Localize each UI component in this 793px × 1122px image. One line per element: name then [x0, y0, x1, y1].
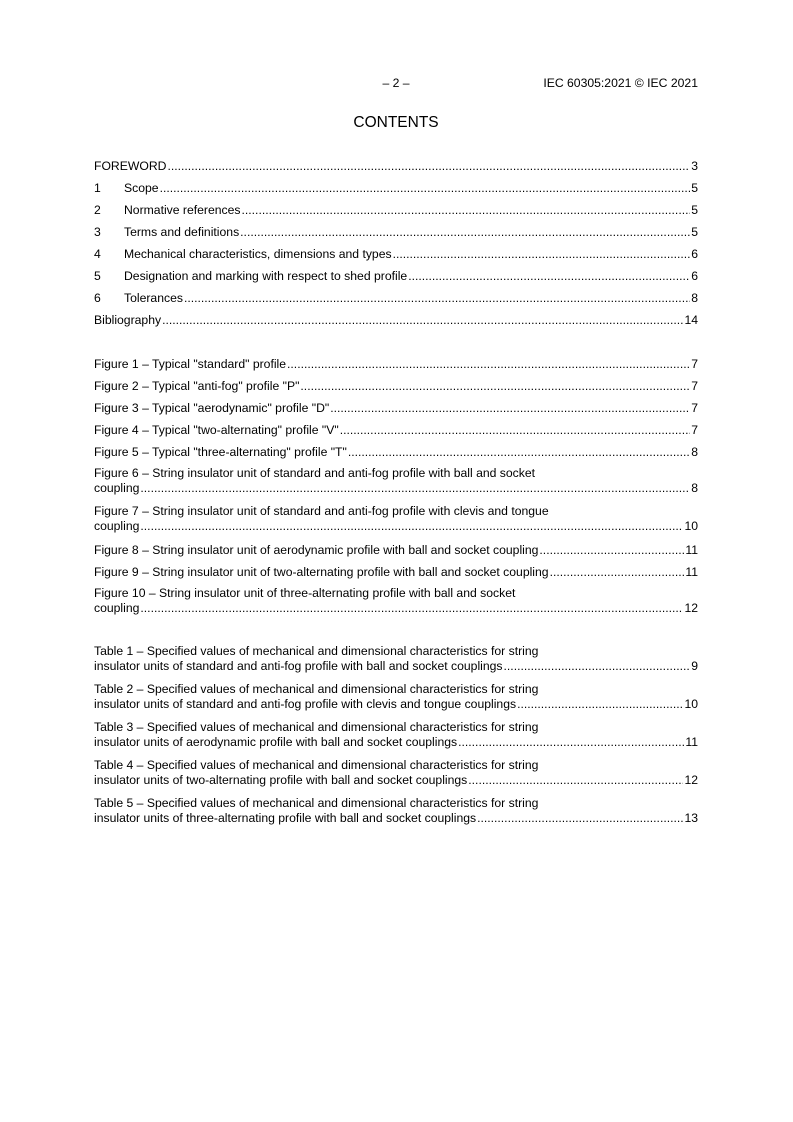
toc-entry-text: Figure 2 – Typical "anti-fog" profile "P" [94, 379, 300, 393]
toc-entry-page: 6 [691, 247, 698, 261]
dot-leader [340, 422, 691, 438]
dot-leader [348, 444, 690, 460]
dot-leader [477, 811, 683, 826]
dot-leader [408, 268, 690, 284]
toc-entry-text-line1: Table 1 – Specified values of mechanical and dimensional characteristics for string [94, 644, 539, 658]
toc-figure-entry[interactable] [94, 564, 698, 586]
toc-entry-page: 5 [691, 181, 698, 195]
toc-figure-entry[interactable] [94, 356, 698, 378]
toc-entry-text: Mechanical characteristics, dimensions and types [124, 247, 392, 261]
toc-entry-page: 5 [691, 225, 698, 239]
page-number: – 2 – [382, 76, 410, 90]
toc-entry-text: Tolerances [124, 291, 183, 305]
dot-leader [140, 601, 683, 616]
toc-entry-page: 3 [691, 159, 698, 173]
toc-entry-text: Figure 1 – Typical "standard" profile [94, 357, 287, 371]
dot-leader [160, 180, 691, 196]
dot-leader [240, 224, 690, 240]
toc-sections [94, 158, 698, 334]
toc-entry-text-line1: Table 4 – Specified values of mechanical and dimensional characteristics for string [94, 758, 539, 772]
toc-entry-page: 11 [685, 565, 698, 579]
dot-leader [140, 481, 690, 496]
toc-entry-tolerances[interactable] [94, 290, 698, 312]
toc-entry-page: 14 [684, 313, 698, 327]
toc-entry-page: 8 [691, 291, 698, 305]
toc-entry-page: 13 [684, 811, 698, 825]
toc-entry-text-line2: insulator units of three-alternating profile with ball and socket couplings [94, 811, 477, 825]
toc-entry-text-line1: Figure 10 – String insulator unit of three-alternating profile with ball and socket [94, 586, 516, 600]
dot-leader [550, 564, 685, 580]
toc-table-entry[interactable] [94, 720, 698, 758]
toc-entry-text-line2: insulator units of aerodynamic profile with ball and socket couplings [94, 735, 458, 749]
dot-leader [517, 697, 683, 712]
toc-entry-text: Scope [124, 181, 159, 195]
dot-leader [242, 202, 691, 218]
dot-leader [539, 542, 684, 558]
toc-entry-page: 12 [684, 601, 698, 615]
dot-leader [504, 659, 691, 674]
toc-figures [94, 356, 698, 624]
dot-leader [393, 246, 691, 262]
toc-entry-text-line2: insulator units of standard and anti-fog profile with clevis and tongue couplings [94, 697, 517, 711]
toc-entry-text: Terms and definitions [124, 225, 240, 239]
dot-leader [300, 378, 690, 394]
toc-entry-text-line1: Table 3 – Specified values of mechanical and dimensional characteristics for string [94, 720, 539, 734]
toc-entry-foreword[interactable] [94, 158, 698, 180]
dot-leader [468, 773, 683, 788]
toc-entry-text-line1: Figure 6 – String insulator unit of standard and anti-fog profile with ball and socket [94, 466, 536, 480]
toc-entry-page: 7 [691, 357, 698, 371]
dot-leader [330, 400, 690, 416]
toc-entry-page: 10 [684, 519, 698, 533]
toc-entry-page: 10 [684, 697, 698, 711]
toc-entry-text-line2: coupling [94, 601, 140, 615]
toc-entry-text-line2: coupling [94, 519, 140, 533]
dot-leader [184, 290, 690, 306]
section-number: 4 [94, 247, 101, 261]
toc-entry-page: 12 [684, 773, 698, 787]
toc-entry-normative-references[interactable] [94, 202, 698, 224]
toc-entry-page: 7 [691, 379, 698, 393]
toc-table-entry[interactable] [94, 796, 698, 834]
toc-entry-page: 8 [691, 481, 698, 495]
dot-leader [140, 519, 683, 534]
toc-entry-text: Bibliography [94, 313, 162, 327]
toc-figure-entry[interactable] [94, 504, 698, 542]
toc-entry-text: Figure 4 – Typical "two-alternating" profile "V" [94, 423, 339, 437]
toc-entry-page: 5 [691, 203, 698, 217]
toc-table-entry[interactable] [94, 682, 698, 720]
toc-tables [94, 644, 698, 834]
toc-entry-designation-marking[interactable] [94, 268, 698, 290]
dot-leader [167, 158, 690, 174]
toc-figure-entry[interactable] [94, 586, 698, 624]
toc-entry-text: Figure 8 – String insulator unit of aerodynamic profile with ball and socket coupling [94, 543, 539, 557]
toc-figure-entry[interactable] [94, 378, 698, 400]
toc-entry-text-line2: insulator units of standard and anti-fog profile with ball and socket couplings [94, 659, 503, 673]
toc-table-entry[interactable] [94, 644, 698, 682]
toc-figure-entry[interactable] [94, 466, 698, 504]
section-number: 6 [94, 291, 101, 305]
section-number: 3 [94, 225, 101, 239]
toc-entry-page: 11 [685, 543, 698, 557]
page-header [94, 76, 698, 92]
toc-entry-text: FOREWORD [94, 159, 167, 173]
dot-leader [287, 356, 690, 372]
document-identifier: IEC 60305:2021 © IEC 2021 [543, 76, 698, 90]
section-number: 2 [94, 203, 101, 217]
toc-figure-entry[interactable] [94, 422, 698, 444]
toc-entry-text-line2: insulator units of two-alternating profile with ball and socket couplings [94, 773, 468, 787]
toc-entry-page: 11 [685, 735, 698, 749]
dot-leader [162, 312, 683, 328]
toc-entry-terms-definitions[interactable] [94, 224, 698, 246]
toc-entry-text: Figure 5 – Typical "three-alternating" profile "T" [94, 445, 347, 459]
toc-entry-page: 7 [691, 423, 698, 437]
toc-entry-text: Figure 3 – Typical "aerodynamic" profile "D" [94, 401, 330, 415]
contents-title: CONTENTS [353, 114, 439, 131]
toc-entry-page: 6 [691, 269, 698, 283]
toc-figure-entry[interactable] [94, 542, 698, 564]
toc-entry-text-line1: Table 5 – Specified values of mechanical and dimensional characteristics for string [94, 796, 539, 810]
section-number: 5 [94, 269, 101, 283]
toc-entry-page: 8 [691, 445, 698, 459]
toc-entry-mechanical-characteristics[interactable] [94, 246, 698, 268]
toc-entry-page: 9 [691, 659, 698, 673]
toc-entry-text: Normative references [124, 203, 241, 217]
toc-figure-entry[interactable] [94, 400, 698, 422]
section-number: 1 [94, 181, 101, 195]
dot-leader [458, 735, 684, 750]
toc-entry-bibliography[interactable] [94, 312, 698, 334]
toc-table-entry[interactable] [94, 758, 698, 796]
toc-entry-text: Designation and marking with respect to shed profile [124, 269, 408, 283]
toc-figure-entry[interactable] [94, 444, 698, 466]
toc-entry-text-line1: Figure 7 – String insulator unit of standard and anti-fog profile with clevis and tongue [94, 504, 549, 518]
toc-entry-text: Figure 9 – String insulator unit of two-alternating profile with ball and socket coupling [94, 565, 549, 579]
toc-entry-scope[interactable] [94, 180, 698, 202]
toc-entry-text-line2: coupling [94, 481, 140, 495]
toc-entry-text-line1: Table 2 – Specified values of mechanical and dimensional characteristics for string [94, 682, 539, 696]
toc-entry-page: 7 [691, 401, 698, 415]
